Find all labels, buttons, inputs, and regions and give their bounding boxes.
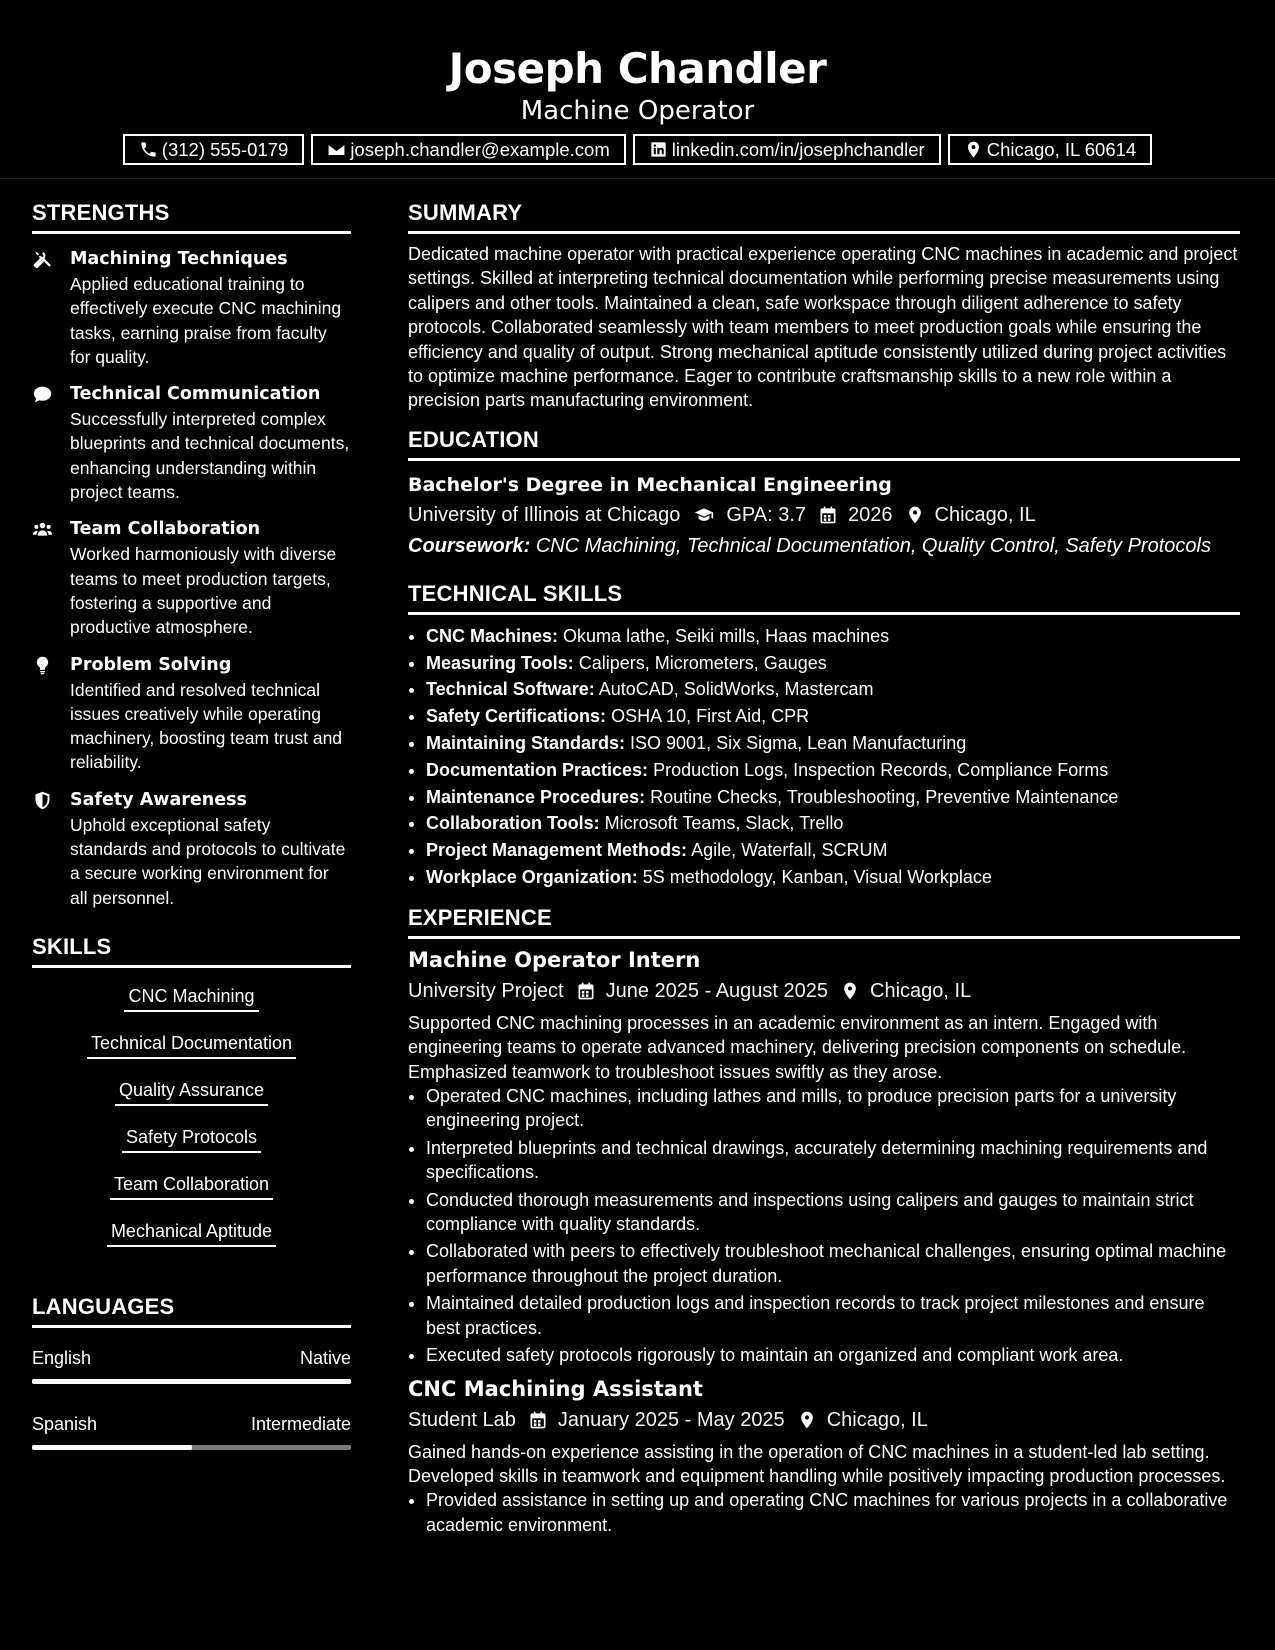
strength-heading: Safety Awareness <box>70 789 247 810</box>
skill-tag: CNC Machining <box>124 982 258 1012</box>
list-item: • Technical Software: AutoCAD, SolidWorks, Mastercam <box>426 676 1240 703</box>
candidate-name: Joseph Chandler <box>448 44 827 93</box>
list-item: • Conducted thorough measurements and inspections using calipers and gauges to maintain strict compliance with quality standards. <box>426 1188 1240 1237</box>
language-level-bar <box>32 1445 351 1450</box>
strength-heading: Machining Techniques <box>70 249 288 269</box>
job-meta <box>408 1404 1240 1436</box>
language-name: English <box>32 1347 92 1368</box>
list-item: • Safety Certifications: OSHA 10, First Aid, CPR <box>426 703 1240 730</box>
graduation-cap-icon <box>692 505 716 525</box>
contact-bar <box>0 134 1275 165</box>
strength-item <box>32 246 351 369</box>
skill-tag: Technical Documentation <box>87 1029 296 1059</box>
strength-text: Identified and resolved technical issues creatively while operating machinery, boosting team trust and reliability. <box>70 679 343 773</box>
strength-heading: Technical Communication <box>70 384 321 405</box>
language-item <box>32 1344 351 1384</box>
list-item: • CNC Machines: Okuma lathe, Seiki mills, Haas machines <box>426 623 1240 650</box>
language-name: Spanish <box>32 1413 98 1434</box>
calendar-icon <box>818 505 838 525</box>
linkedin-icon <box>649 140 668 159</box>
contact-email[interactable] <box>311 134 625 165</box>
job-dates: June 2025 - August 2025 <box>605 979 829 1002</box>
list-item: • Workplace Organization: 5S methodology, Kanban, Visual Workplace <box>426 864 1240 891</box>
technical-skills-section <box>408 579 1240 891</box>
language-level: Intermediate <box>250 1413 351 1434</box>
job-dates: January 2025 - May 2025 <box>557 1408 785 1431</box>
tools-icon <box>32 249 53 270</box>
strengths-section <box>32 198 351 910</box>
right-column <box>408 180 1240 1540</box>
job-entry <box>408 945 1240 1368</box>
list-item: • Documentation Practices: Production Logs, Inspection Records, Compliance Forms <box>426 757 1240 784</box>
strength-item <box>32 381 351 504</box>
list-item: • Maintenance Procedures: Routine Checks, Troubleshooting, Preventive Maintenance <box>426 784 1240 811</box>
contact-email-text: joseph.chandler@example.com <box>350 138 610 160</box>
list-item: • Maintained detailed production logs and inspection records to track project milestones and ensure best practices. <box>426 1291 1240 1340</box>
strengths-heading: STRENGTHS <box>32 198 351 234</box>
strength-text: Worked harmoniously with diverse teams to meet production targets, fostering a supportive and productive atmosphere. <box>70 544 337 638</box>
job-description: Supported CNC machining processes in an academic environment as an intern. Engaged with engineering teams to operate advanced machinery, delivering precision components on schedule. Emphasized teamwork to troubleshoot issues swiftly as they arose. <box>408 1012 1187 1082</box>
job-bullets <box>408 1084 1240 1367</box>
list-item: • Operated CNC machines, including lathes and mills, to produce precision parts for a university engineering project. <box>426 1084 1240 1133</box>
list-item: • Collaborated with peers to effectively troubleshoot mechanical challenges, ensuring optimal machine performance throughout the project duration. <box>426 1239 1240 1288</box>
language-level: Native <box>299 1347 351 1368</box>
users-icon <box>32 519 53 540</box>
job-meta <box>408 975 1240 1007</box>
skills-list <box>32 982 351 1264</box>
list-item: • Collaboration Tools: Microsoft Teams, Slack, Trello <box>426 810 1240 837</box>
job-entry <box>408 1374 1240 1538</box>
language-level-fill <box>32 1379 351 1384</box>
lightbulb-icon <box>32 655 53 676</box>
contact-location <box>948 134 1152 165</box>
contact-phone[interactable] <box>123 134 305 165</box>
experience-heading: EXPERIENCE <box>408 903 1240 939</box>
list-item: • Interpreted blueprints and technical drawings, accurately determining machining requirements and specifications. <box>426 1136 1240 1185</box>
job-org: Student Lab <box>408 1408 516 1431</box>
list-item: • Executed safety protocols rigorously to maintain an organized and compliant work area. <box>426 1343 1240 1367</box>
strength-item <box>32 652 351 775</box>
school-name: University of Illinois at Chicago <box>408 503 681 526</box>
degree-name: Bachelor's Degree in Mechanical Engineering <box>408 473 892 496</box>
list-item: • Provided assistance in setting up and operating CNC machines for various projects in a collaborative academic environment. <box>426 1488 1240 1537</box>
education-heading: EDUCATION <box>408 425 1240 461</box>
technical-skills-heading: TECHNICAL SKILLS <box>408 579 1240 615</box>
skill-tag: Safety Protocols <box>122 1123 261 1153</box>
contact-location-text: Chicago, IL 60614 <box>986 138 1137 160</box>
strength-text: Successfully interpreted complex blueprints and technical documents, enhancing understanding within project teams. <box>70 409 350 503</box>
map-pin-icon <box>964 140 983 159</box>
map-pin-icon <box>905 505 925 525</box>
strength-text: Applied educational training to effectively execute CNC machining tasks, earning praise from faculty for quality. <box>70 274 342 367</box>
coursework <box>408 531 1240 561</box>
left-column <box>32 180 351 1484</box>
education-location: Chicago, IL <box>934 503 1036 526</box>
language-item <box>32 1410 351 1450</box>
coursework-label: Coursework: <box>408 534 531 557</box>
shield-icon <box>32 790 53 811</box>
phone-icon <box>139 140 158 159</box>
skills-heading: SKILLS <box>32 932 351 968</box>
job-location: Chicago, IL <box>826 1408 928 1431</box>
job-title: Machine Operator Intern <box>408 947 701 972</box>
strength-text: Uphold exceptional safety standards and protocols to cultivate a secure working environment for all personnel. <box>70 814 346 908</box>
list-item: • Maintaining Standards: ISO 9001, Six Sigma, Lean Manufacturing <box>426 730 1240 757</box>
job-location: Chicago, IL <box>870 979 972 1002</box>
languages-heading: LANGUAGES <box>32 1292 351 1328</box>
experience-section <box>408 903 1240 1537</box>
language-level-fill <box>32 1445 192 1450</box>
strength-item <box>32 787 351 910</box>
resume-header <box>0 0 1275 179</box>
strength-item <box>32 516 351 639</box>
map-pin-icon <box>840 981 860 1001</box>
calendar-icon <box>528 1410 548 1430</box>
summary-section <box>408 198 1240 413</box>
contact-linkedin[interactable] <box>633 134 941 165</box>
education-meta <box>408 499 1240 531</box>
job-description: Gained hands-on experience assisting in the operation of CNC machines in a student-led lab setting. Developed skills in teamwork and equipment handling while positively impacting production processes. <box>408 1441 1226 1486</box>
list-item: • Measuring Tools: Calipers, Micrometers, Gauges <box>426 650 1240 677</box>
job-org: University Project <box>408 979 564 1002</box>
languages-section <box>32 1292 351 1450</box>
language-level-bar <box>32 1379 351 1384</box>
skill-tag: Mechanical Aptitude <box>107 1217 276 1247</box>
contact-linkedin-text: linkedin.com/in/josephchandler <box>671 138 925 160</box>
calendar-icon <box>576 981 596 1001</box>
summary-text: Dedicated machine operator with practical experience operating CNC machines in academic and project settings. Skilled at interpreting technical documentation while performing precise measurements using calipers and other tools. Maintained a clean, safe workspace through diligent adherence to safety protocols. Collaborated seamlessly with team members to meet production goals while ensuring the efficiency and quality of output. Strong mechanical aptitude consistently utilized during project activities to optimize machine performance. Eager to contribute craftsmanship skills to a new role within a precision parts manufacturing environment. <box>408 244 1238 411</box>
job-bullets <box>408 1488 1240 1537</box>
candidate-title: Machine Operator <box>520 96 755 126</box>
summary-heading: SUMMARY <box>408 198 1240 234</box>
graduation-year: 2026 <box>848 503 893 526</box>
skill-tag: Team Collaboration <box>110 1170 273 1200</box>
strength-heading: Team Collaboration <box>70 519 261 540</box>
skill-tag: Quality Assurance <box>115 1076 268 1106</box>
speech-bubble-icon <box>32 384 53 405</box>
contact-phone-text: (312) 555-0179 <box>161 138 289 160</box>
coursework-list: CNC Machining, Technical Documentation, Quality Control, Safety Protocols <box>535 534 1211 557</box>
technical-skills-list <box>408 623 1240 891</box>
strength-heading: Problem Solving <box>70 654 232 675</box>
education-section <box>408 425 1240 561</box>
gpa: GPA: 3.7 <box>726 503 807 526</box>
list-item: • Project Management Methods: Agile, Waterfall, SCRUM <box>426 837 1240 864</box>
envelope-icon <box>327 140 346 159</box>
map-pin-icon <box>797 1410 817 1430</box>
job-title: CNC Machining Assistant <box>408 1376 703 1401</box>
skills-section <box>32 932 351 1264</box>
